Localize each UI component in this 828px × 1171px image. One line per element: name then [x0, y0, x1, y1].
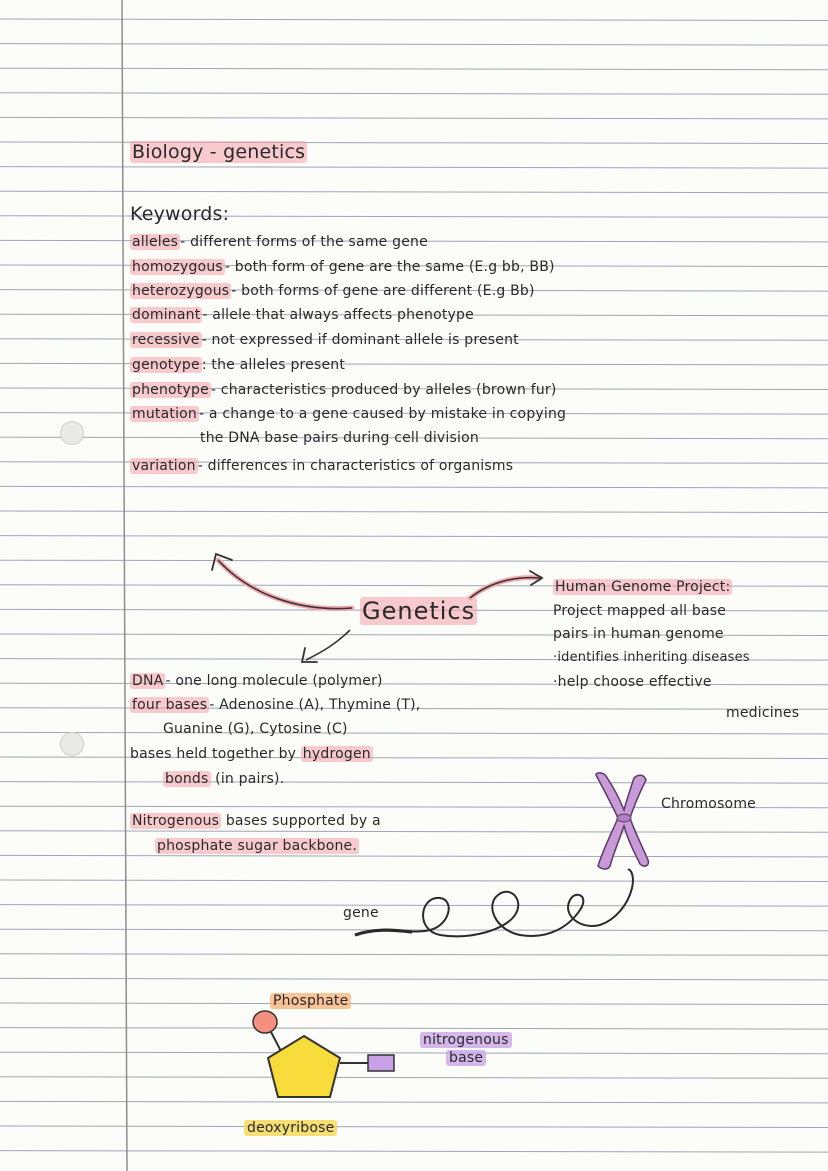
dna-line-text: bases held together by	[130, 746, 301, 762]
hgp-heading-text: Human Genome Project:	[555, 579, 731, 595]
arrow-to-dna	[306, 630, 350, 660]
hgp-line: pairs in human genome	[553, 626, 724, 642]
keyword-term: dominant	[132, 307, 201, 323]
nucleotide-icon	[253, 1011, 394, 1097]
keyword-term: homozygous	[132, 259, 223, 275]
keyword-term: phenotype	[132, 382, 209, 398]
dna-line-3: Guanine (G), Cytosine (C)	[163, 721, 348, 737]
nitrogenous-term: Nitrogenous	[132, 813, 220, 829]
hgp-line: medicines	[726, 705, 800, 721]
keyword-term: recessive	[132, 332, 200, 348]
keyword-term: alleles	[132, 234, 179, 250]
keyword-definition: - characteristics produced by alleles (brown fur)	[210, 382, 557, 398]
bonds-term: bonds	[165, 771, 209, 787]
nitrogenous-text: nitrogenous	[420, 1032, 512, 1048]
nitrogenous-base-rect	[368, 1055, 394, 1071]
deoxyribose-text: deoxyribose	[244, 1120, 337, 1136]
keyword-definition: - both forms of gene are different (E.g Bb)	[231, 283, 535, 299]
dna-squiggle	[355, 870, 633, 937]
hgp-line: ·help choose effective	[553, 674, 712, 690]
dna-line-text: (in pairs).	[210, 771, 285, 787]
keyword-definition: the DNA base pairs during cell division	[200, 430, 479, 446]
gene-label: gene	[343, 905, 379, 921]
base-text: base	[446, 1050, 486, 1066]
chromosome-label: Chromosome	[661, 796, 756, 812]
dna-line-text: bases supported by a	[221, 813, 381, 829]
keyword-definition: - differences in characteristics of organisms	[197, 458, 514, 474]
gene-section	[355, 930, 412, 935]
bases-term: four bases	[132, 697, 208, 713]
keyword-definition: - both form of gene are the same (E.g bb, BB)	[224, 259, 555, 275]
keyword-definition: - not expressed if dominant allele is present	[201, 332, 519, 348]
title-text: Biology - genetics	[132, 141, 306, 163]
keyword-definition: - different forms of the same gene	[180, 234, 428, 250]
hgp-line: ·identifies inheriting diseases	[553, 650, 750, 665]
dna-line-text: - Adenosine (A), Thymine (T),	[209, 697, 421, 713]
keyword-definition: - allele that always affects phenotype	[202, 307, 474, 323]
hydrogen-term: hydrogen	[302, 746, 371, 762]
phosphate-circle	[253, 1011, 277, 1033]
dna-term: DNA	[132, 673, 164, 689]
hgp-line: Project mapped all base	[553, 603, 727, 619]
keyword-term: heterozygous	[132, 283, 230, 299]
keyword-definition: : the alleles present	[201, 357, 346, 373]
genetics-text: Genetics	[362, 597, 476, 625]
keyword-definition: - a change to a gene caused by mistake in copying	[199, 406, 567, 422]
keyword-term: mutation	[132, 406, 197, 422]
keyword-term: genotype	[132, 357, 200, 373]
dna-line-text: - one long molecule (polymer)	[165, 673, 383, 689]
arrow-to-keywords-line	[218, 560, 352, 609]
keyword-term: variation	[132, 458, 196, 474]
keywords-heading: Keywords:	[130, 203, 230, 225]
chromosome-icon	[596, 773, 648, 869]
backbone-term: phosphate sugar backbone.	[157, 838, 358, 854]
phosphate-text: Phosphate	[270, 993, 351, 1009]
